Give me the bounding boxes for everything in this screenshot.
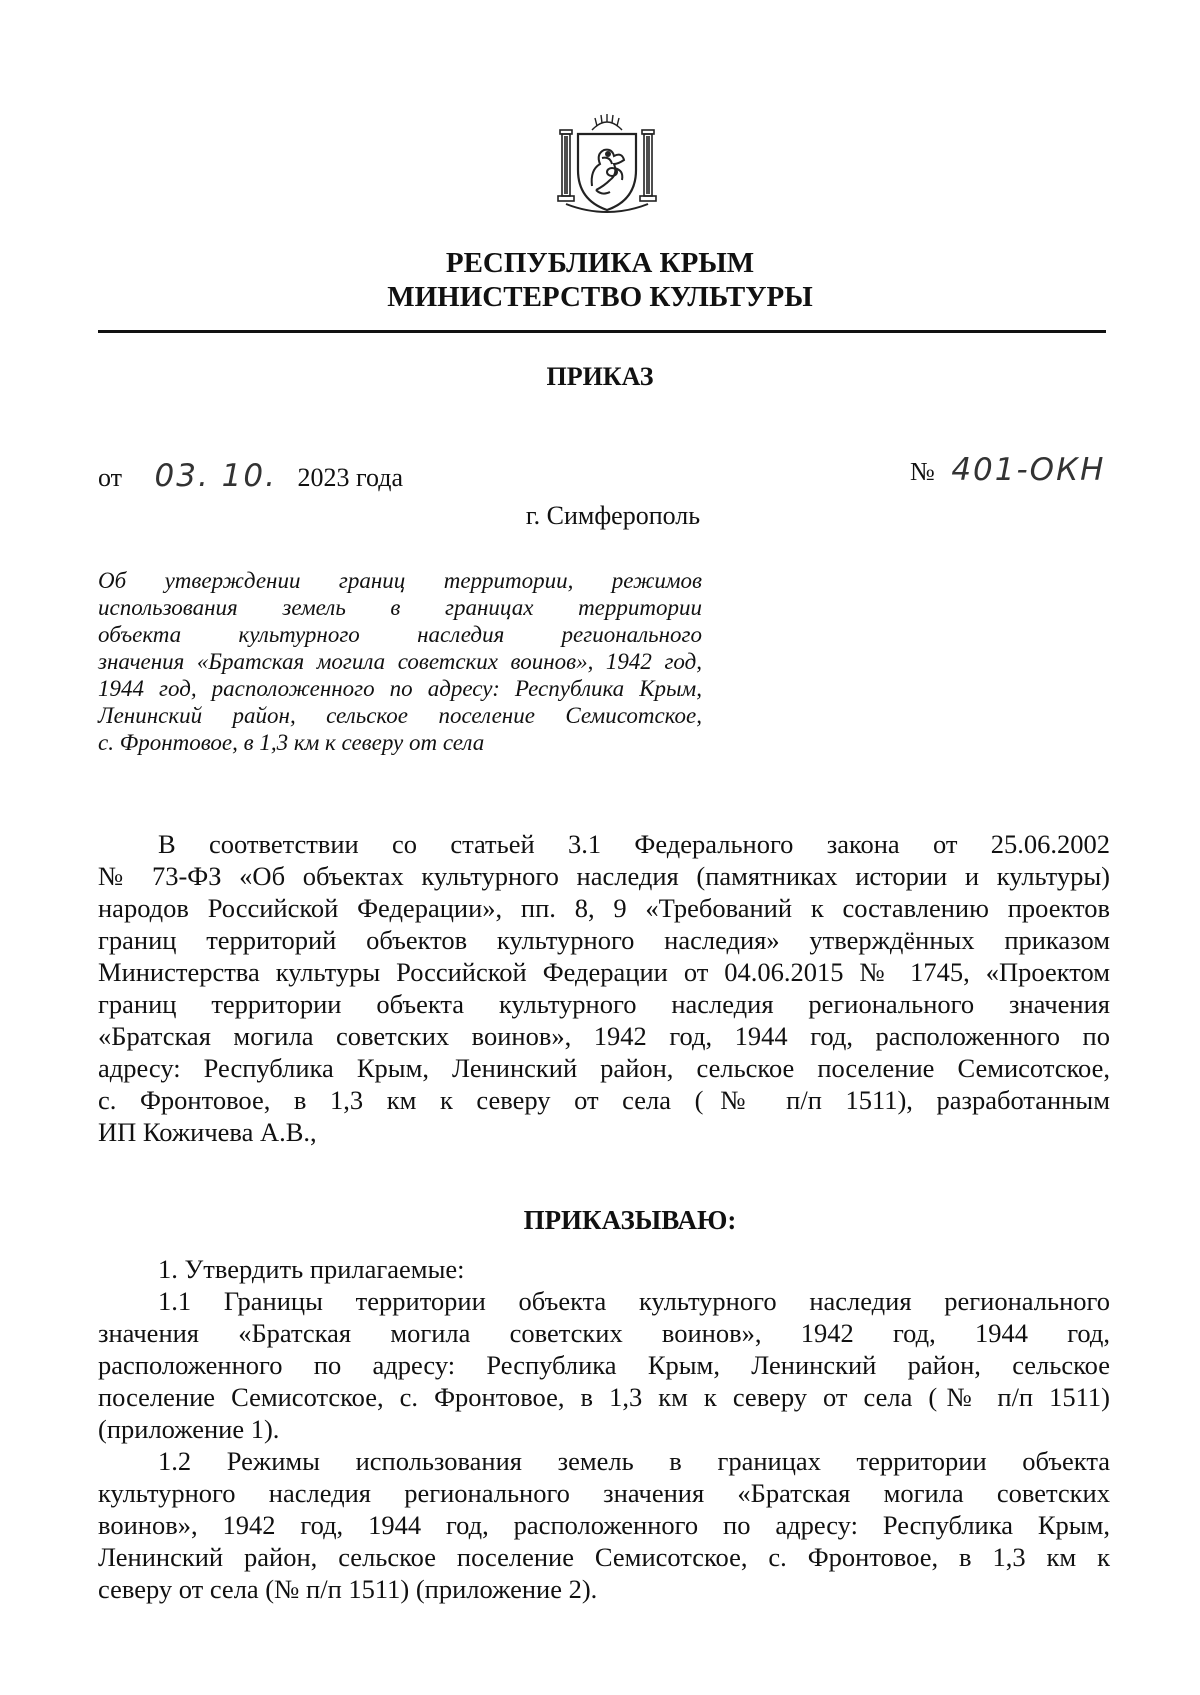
paragraph-line: адресу: Республика Крым, Ленинский район, сельское поселение Семисотское, — [98, 1053, 1110, 1083]
paragraph-line: № 73-ФЗ «Об объектах культурного наследия (памятниках истории и культуры) — [98, 861, 1110, 891]
paragraph-line: границ территорий объектов культурного наследия» утверждённых приказом — [98, 925, 1110, 955]
subject-line: 1944 год, расположенного по адресу: Республика Крым, — [98, 676, 702, 701]
order-number-line — [910, 452, 1105, 488]
item-line: расположенного по адресу: Республика Крым, Ленинский район, сельское — [98, 1350, 1110, 1380]
paragraph-line: народов Российской Федерации», пп. 8, 9 «Требований к составлению проектов — [98, 893, 1110, 923]
paragraph-line: «Братская могила советских воинов», 1942 год, 1944 год, расположенного по — [98, 1021, 1110, 1051]
item-line: Ленинский район, сельское поселение Семисотское, с. Фронтовое, в 1,3 км к — [98, 1542, 1110, 1572]
handwritten-order-number: 401-ОКН — [951, 452, 1106, 488]
handwritten-date: 03. 10. — [154, 458, 277, 494]
header-divider — [98, 330, 1106, 333]
item-line: воинов», 1942 год, 1944 год, расположенного по адресу: Республика Крым, — [98, 1510, 1110, 1540]
coat-of-arms-emblem — [552, 108, 662, 218]
item-line: (приложение 1). — [98, 1414, 280, 1444]
item-line: 1. Утвердить прилагаемые: — [158, 1254, 465, 1284]
city-name: г. Симферополь — [525, 501, 701, 530]
order-subject — [98, 567, 702, 756]
subject-line: значения «Братская могила советских воинов», 1942 год, — [98, 649, 702, 674]
item-line: северу от села (№ п/п 1511) (приложение 2). — [98, 1574, 598, 1604]
paragraph-line: ИП Кожичева А.В., — [98, 1117, 317, 1147]
item-line: культурного наследия регионального значения «Братская могила советских — [98, 1478, 1110, 1508]
paragraph-line: Министерства культуры Российской Федерации от 04.06.2015 № 1745, «Проектом — [98, 957, 1110, 987]
document-title: ПРИКАЗ — [546, 362, 654, 391]
item-line: 1.1 Границы территории объекта культурного наследия регионального — [158, 1286, 1110, 1316]
subject-line: использования земель в границах территории — [98, 595, 702, 620]
ministry-name: МИНИСТЕРСТВО КУЛЬТУРЫ — [387, 281, 813, 313]
republic-name: РЕСПУБЛИКА КРЫМ — [445, 247, 755, 279]
order-word: ПРИКАЗЫВАЮ: — [523, 1205, 737, 1235]
date-line — [98, 458, 403, 494]
item-1 — [98, 1253, 1110, 1285]
subject-line: Ленинский район, сельское поселение Семисотское, — [98, 703, 702, 728]
item-1-1 — [98, 1285, 1110, 1445]
item-line: поселение Семисотское, с. Фронтовое, в 1,3 км к северу от села (№ п/п 1511) — [98, 1382, 1110, 1412]
paragraph-line: с. Фронтовое, в 1,3 км к северу от села (№ п/п 1511), разработанным — [98, 1085, 1110, 1115]
date-year: 2023 года — [297, 463, 404, 492]
item-1-2 — [98, 1445, 1110, 1605]
date-prefix: от — [98, 463, 123, 492]
subject-line: Об утверждении границ территории, режимов — [98, 568, 702, 593]
paragraph-line: границ территории объекта культурного наследия регионального значения — [98, 989, 1110, 1019]
subject-line: с. Фронтовое, в 1,3 км к северу от села — [98, 730, 485, 755]
preamble-paragraph — [98, 828, 1110, 1148]
item-line: 1.2 Режимы использования земель в границах территории объекта — [158, 1446, 1110, 1476]
item-line: значения «Братская могила советских воинов», 1942 год, 1944 год, — [98, 1318, 1110, 1348]
number-sign: № — [910, 457, 935, 486]
subject-line: объекта культурного наследия регионального — [98, 622, 702, 647]
paragraph-line: В соответствии со статьей 3.1 Федерального закона от 25.06.2002 — [158, 829, 1110, 859]
